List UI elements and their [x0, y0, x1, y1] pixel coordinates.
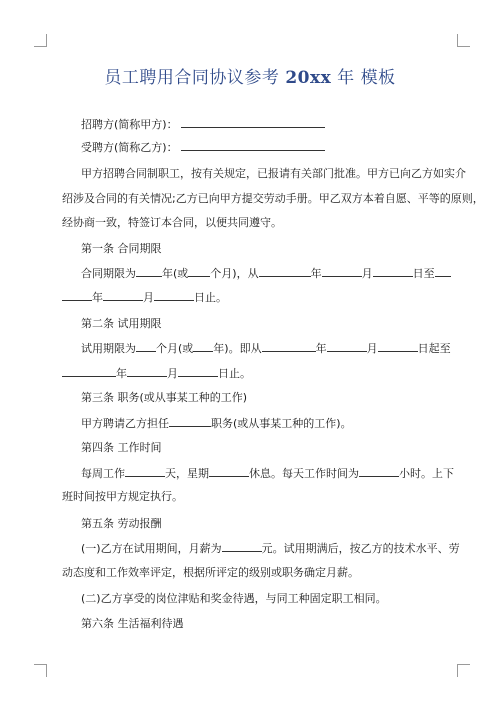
- probation-start-year-blank[interactable]: [262, 341, 316, 352]
- crop-mark-bottom-right: [457, 664, 470, 677]
- crop-mark-bottom-left: [34, 664, 47, 677]
- probation-start-day-blank[interactable]: [378, 341, 418, 352]
- article-1-line-1: [81, 266, 451, 281]
- employer-label: 招聘方(简称甲方)：: [81, 118, 178, 131]
- years-blank[interactable]: [136, 266, 162, 277]
- text-segment: 职务(或从事某工种的工作)。: [211, 417, 352, 430]
- text-segment: 月: [167, 367, 178, 380]
- text-segment: 休息。每天工作时间为: [249, 467, 359, 480]
- probation-end-month-blank[interactable]: [127, 366, 167, 377]
- text-segment: 日至: [412, 267, 435, 280]
- article-2-heading: 第二条 试用期限: [81, 317, 162, 330]
- text-segment: 甲方聘请乙方担任: [81, 417, 169, 430]
- text-segment: 天，星期: [165, 467, 209, 480]
- text-segment: 个月(或: [156, 342, 194, 355]
- text-segment: 年)。即从: [213, 342, 262, 355]
- article-5-line-2: 动态度和工作效率评定，根据所评定的级别或职务确定月薪。: [62, 566, 359, 579]
- article-1-heading: 第一条 合同期限: [81, 242, 162, 255]
- position-blank[interactable]: [169, 416, 211, 427]
- end-month-blank[interactable]: [103, 290, 143, 301]
- text-segment: 元。试用期满后，按乙方的技术水平、劳: [261, 542, 460, 555]
- employee-line: [81, 140, 325, 155]
- text-segment: 年: [310, 267, 322, 280]
- probation-start-month-blank[interactable]: [327, 341, 367, 352]
- article-1-line-2: [62, 290, 227, 305]
- probation-end-year-blank[interactable]: [62, 366, 116, 377]
- title-suffix: 年 模板: [337, 68, 396, 88]
- text-segment: 月: [366, 342, 378, 355]
- end-year-blank[interactable]: [62, 290, 92, 301]
- start-day-blank[interactable]: [373, 266, 413, 277]
- article-5-line-3: (二)乙方享受的岗位津贴和奖金待遇，与同工种固定职工相同。: [81, 592, 387, 605]
- article-5-line-1: [81, 541, 460, 556]
- months-blank[interactable]: [188, 266, 210, 277]
- text-segment: (一)乙方在试用期间，月薪为: [81, 542, 222, 555]
- text-segment: 年: [92, 291, 103, 304]
- end-day-blank[interactable]: [154, 290, 194, 301]
- title-chinese: 员工聘用合同协议参考: [104, 68, 280, 88]
- employee-blank[interactable]: [181, 140, 325, 151]
- monthly-salary-blank[interactable]: [222, 541, 262, 552]
- title-year: 20xx: [285, 68, 332, 88]
- text-segment: 年: [116, 367, 127, 380]
- employer-line: [81, 117, 325, 132]
- end-prefix-blank[interactable]: [435, 266, 451, 277]
- daily-hours-blank[interactable]: [359, 466, 399, 477]
- intro-line-1: 甲方招聘合同制职工，按有关规定，已报请有关部门批准。甲方已向乙方如实介: [81, 167, 466, 180]
- text-segment: 试用期限为: [81, 342, 136, 355]
- text-segment: 合同期限为: [81, 267, 136, 280]
- rest-day-blank[interactable]: [209, 466, 249, 477]
- article-3-line-1: [81, 416, 352, 431]
- text-segment: 日止。: [194, 291, 227, 304]
- article-4-line-2: 班时间按甲方规定执行。: [62, 490, 183, 503]
- article-4-line-1: [81, 466, 454, 481]
- article-6-heading: 第六条 生活福利待遇: [81, 617, 184, 630]
- document-title: [0, 63, 500, 88]
- article-4-heading: 第四条 工作时间: [81, 441, 162, 454]
- text-segment: 年: [315, 342, 327, 355]
- probation-months-blank[interactable]: [136, 341, 156, 352]
- workdays-blank[interactable]: [125, 466, 165, 477]
- crop-mark-top-left: [34, 34, 47, 47]
- text-segment: 日起至: [417, 342, 451, 355]
- intro-line-2: 绍涉及合同的有关情况;乙方已向甲方提交劳动手册。甲乙双方本着自愿、平等的原则，: [62, 192, 484, 205]
- article-5-heading: 第五条 劳动报酬: [81, 517, 162, 530]
- article-3-heading: 第三条 职务(或从事某工种的工作): [81, 391, 248, 404]
- text-segment: 每周工作: [81, 467, 125, 480]
- text-segment: 小时。上下: [399, 467, 454, 480]
- employee-label: 受聘方(简称乙方)：: [81, 141, 178, 154]
- text-segment: 月: [143, 291, 154, 304]
- probation-years-blank[interactable]: [193, 341, 213, 352]
- text-segment: 年(或: [162, 267, 189, 280]
- start-year-blank[interactable]: [259, 266, 311, 277]
- text-segment: 日止。: [218, 367, 251, 380]
- employer-blank[interactable]: [181, 117, 325, 128]
- text-segment: 个月)，从: [210, 267, 259, 280]
- text-segment: 月: [361, 267, 373, 280]
- article-2-line-2: [62, 366, 251, 381]
- intro-line-3: 经协商一致，特签订本合同，以便共同遵守。: [62, 216, 282, 229]
- article-2-line-1: [81, 341, 451, 356]
- crop-mark-top-right: [457, 34, 470, 47]
- start-month-blank[interactable]: [322, 266, 362, 277]
- probation-end-day-blank[interactable]: [178, 366, 218, 377]
